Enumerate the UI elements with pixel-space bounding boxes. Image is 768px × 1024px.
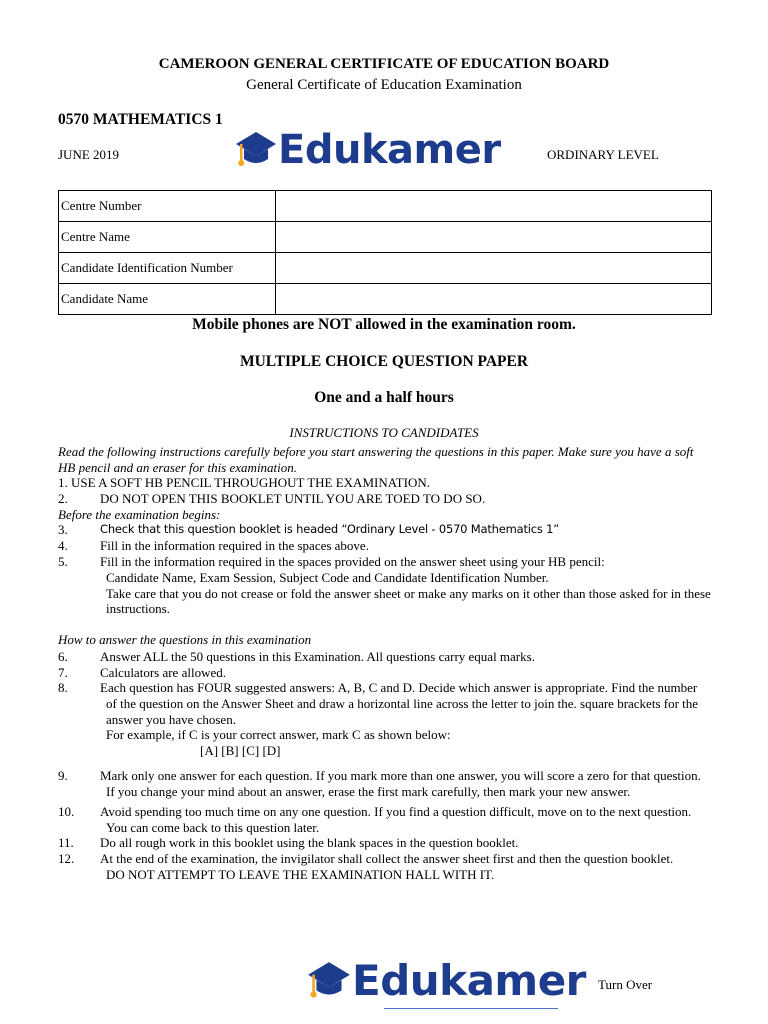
graduation-cap-icon xyxy=(234,128,278,172)
table-field[interactable] xyxy=(276,284,712,315)
mobile-phone-notice: Mobile phones are NOT allowed in the examination room. xyxy=(192,316,576,333)
instruction-continuation: Take care that you do not crease or fold the answer sheet or make any marks on it other than those asked for in these instructions. xyxy=(106,585,711,617)
instruction-text: Avoid spending too much time on any one question. If you find a question difficult, move on to the next question. xyxy=(100,804,692,819)
instruction-5 xyxy=(58,554,714,617)
instruction-3 xyxy=(58,522,714,538)
before-exam-heading: Before the examination begins: xyxy=(58,507,221,522)
instructions-heading: INSTRUCTIONS TO CANDIDATES xyxy=(289,425,479,440)
instruction-1: 1. USE A SOFT HB PENCIL THROUGHOUT THE EXAMINATION. xyxy=(58,475,430,490)
instruction-number: 11. xyxy=(58,835,74,850)
instruction-text: Answer ALL the 50 questions in this Examination. All questions carry equal marks. xyxy=(100,649,535,664)
turn-over-note: Turn Over xyxy=(598,977,653,992)
subject-title: 0570 MATHEMATICS 1 xyxy=(58,111,223,128)
instruction-number: 3. xyxy=(58,522,68,537)
instruction-continuation: You can come back to this question later. xyxy=(106,819,320,835)
instruction-9 xyxy=(58,768,714,800)
table-row xyxy=(59,253,712,284)
table-label: Candidate Name xyxy=(59,284,276,315)
instruction-number: 8. xyxy=(58,680,68,695)
logo-wordmark: Edukamer xyxy=(278,127,501,173)
instruction-text: Calculators are allowed. xyxy=(100,665,226,680)
instruction-number: 4. xyxy=(58,538,68,553)
instruction-continuation: If you change your mind about an answer, erase the first mark carefully, then mark your new answer. xyxy=(106,783,631,799)
table-row xyxy=(59,284,712,315)
instruction-4 xyxy=(58,538,714,554)
instruction-2 xyxy=(58,491,714,507)
instruction-number: 5. xyxy=(58,554,68,569)
instruction-text: DO NOT OPEN THIS BOOKLET UNTIL YOU ARE TOED TO DO SO. xyxy=(100,491,486,506)
how-to-answer-heading: How to answer the questions in this examination xyxy=(58,632,312,647)
instruction-text: At the end of the examination, the invigilator shall collect the answer sheet first and then the question booklet. xyxy=(100,851,674,866)
instruction-12 xyxy=(58,851,714,883)
instruction-text: Each question has FOUR suggested answers: A, B, C and D. Decide which answer is appropriate. Find the number xyxy=(100,680,698,695)
edukamer-footer-logo[interactable] xyxy=(306,958,586,1004)
instruction-text: Fill in the information required in the spaces provided on the answer sheet using your HB pencil: xyxy=(100,554,605,569)
instruction-continuation: For example, if C is your correct answer, mark C as shown below: xyxy=(106,727,451,743)
instruction-11 xyxy=(58,835,714,851)
instruction-8 xyxy=(58,680,714,759)
table-label: Centre Number xyxy=(59,191,276,222)
instruction-text: Check that this question booklet is headed “Ordinary Level - 0570 Mathematics 1” xyxy=(100,522,559,536)
instruction-number: 12. xyxy=(58,851,75,866)
instruction-6 xyxy=(58,649,714,665)
instruction-10 xyxy=(58,804,714,836)
instruction-continuation: Candidate Name, Exam Session, Subject Code and Candidate Identification Number. xyxy=(106,569,549,585)
instruction-text: Fill in the information required in the spaces above. xyxy=(100,538,369,553)
table-label: Centre Name xyxy=(59,222,276,253)
board-subtitle: General Certificate of Education Examination xyxy=(246,77,522,93)
instructions-intro: Read the following instructions carefully before you start answering the questions in this paper. Make sure you have a soft HB pencil and an eraser for this examination. xyxy=(58,444,694,475)
answer-example: [A] [B] [C] [D] xyxy=(200,743,281,759)
duration: One and a half hours xyxy=(314,389,454,406)
logo-wordmark: Edukamer xyxy=(352,956,586,1005)
exam-session: JUNE 2019 xyxy=(58,147,120,162)
instruction-continuation: DO NOT ATTEMPT TO LEAVE THE EXAMINATION HALL WITH IT. xyxy=(106,866,495,882)
paper-type: MULTIPLE CHOICE QUESTION PAPER xyxy=(239,353,529,370)
instruction-7 xyxy=(58,665,714,681)
instruction-text: Do all rough work in this booklet using the blank spaces in the question booklet. xyxy=(100,835,519,850)
table-field[interactable] xyxy=(276,222,712,253)
table-label: Candidate Identification Number xyxy=(59,253,276,284)
graduation-cap-icon xyxy=(306,958,352,1004)
instruction-text: Mark only one answer for each question. If you mark more than one answer, you will score a zero for that question. xyxy=(100,768,701,783)
instruction-number: 10. xyxy=(58,804,75,819)
board-title: CAMEROON GENERAL CERTIFICATE OF EDUCATION BOARD xyxy=(158,56,610,72)
instruction-number: 7. xyxy=(58,665,68,680)
instruction-continuation: of the question on the Answer Sheet and draw a horizontal line across the letter to join the. square brackets for the answer you have chosen. xyxy=(106,695,699,727)
logo-underline xyxy=(384,1008,558,1009)
instruction-number: 6. xyxy=(58,649,68,664)
exam-level: ORDINARY LEVEL xyxy=(547,147,659,162)
table-field[interactable] xyxy=(276,253,712,284)
instruction-number: 9. xyxy=(58,768,68,783)
edukamer-logo xyxy=(234,128,501,172)
table-field[interactable] xyxy=(276,191,712,222)
instruction-number: 2. xyxy=(58,491,68,506)
table-row xyxy=(59,191,712,222)
table-row xyxy=(59,222,712,253)
candidate-info-table xyxy=(58,190,712,315)
